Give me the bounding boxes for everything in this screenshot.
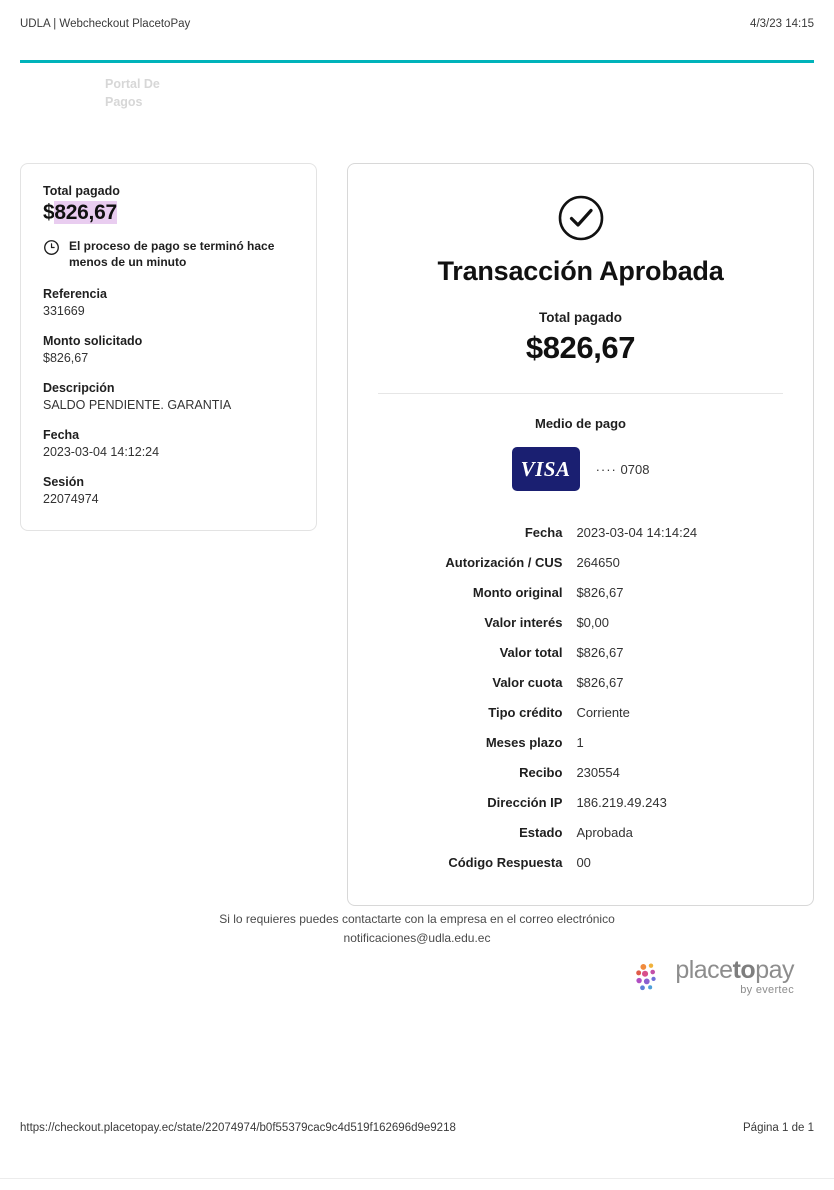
summary-field-label: Referencia — [43, 287, 107, 302]
table-row — [378, 667, 783, 697]
detail-label: Valor total — [499, 644, 563, 660]
print-footer-url: https://checkout.placetopay.ec/state/22074974/b0f55379cac9c4d519f162696d9e9218 — [20, 1122, 456, 1134]
table-row — [378, 757, 783, 787]
summary-field-label: Descripción — [43, 381, 115, 396]
detail-value: 230554 — [576, 764, 620, 780]
summary-field-value: 331669 — [43, 304, 85, 319]
summary-field-sesion — [43, 475, 294, 506]
detail-value: $826,67 — [576, 644, 624, 660]
table-row — [378, 817, 783, 847]
print-footer-page: Página 1 de 1 — [743, 1122, 814, 1134]
detail-label: Monto original — [472, 584, 563, 600]
table-row — [378, 577, 783, 607]
payment-method-row — [378, 447, 783, 491]
detail-label: Código Respuesta — [448, 854, 563, 870]
summary-field-value: 2023-03-04 14:12:24 — [43, 445, 160, 460]
detail-value: 2023-03-04 14:14:24 — [576, 524, 698, 540]
brand-name-part2: to — [732, 956, 756, 984]
receipt-total-amount: $826,67 — [525, 330, 636, 365]
summary-total-label: Total pagado — [43, 184, 120, 198]
transaction-details-table — [378, 517, 783, 877]
brand-name-part3: pay — [755, 956, 794, 984]
detail-value: $826,67 — [576, 674, 624, 690]
detail-label: Recibo — [519, 764, 563, 780]
table-row — [378, 517, 783, 547]
detail-value: Aprobada — [576, 824, 633, 840]
brand-name-part1: place — [675, 956, 733, 984]
detail-value: 264650 — [576, 554, 620, 570]
contact-note — [20, 910, 814, 947]
table-row — [378, 697, 783, 727]
approved-check-wrap — [378, 194, 783, 247]
visa-logo-icon: VISA — [512, 447, 580, 491]
brand-subtitle: by evertec — [740, 984, 794, 996]
summary-field-value: $826,67 — [43, 351, 89, 366]
transaction-status-title: Transacción Aprobada — [437, 256, 724, 286]
detail-label: Valor cuota — [492, 674, 563, 690]
detail-value: Corriente — [576, 704, 630, 720]
placetopay-dots-icon — [634, 961, 668, 995]
summary-field-fecha — [43, 428, 294, 459]
page-bottom-edge — [0, 1178, 834, 1190]
payment-method-label: Medio de pago — [535, 416, 626, 431]
portal-logo-line1: Portal De — [105, 77, 160, 91]
card-mask-dots: ···· — [595, 461, 617, 477]
receipt-divider — [378, 393, 783, 394]
print-header-timestamp: 4/3/23 14:15 — [750, 18, 814, 30]
detail-value: $0,00 — [576, 614, 609, 630]
detail-label: Valor interés — [484, 614, 563, 630]
summary-total-amount-highlight: 826,67 — [54, 201, 117, 224]
detail-label: Meses plazo — [485, 734, 563, 750]
portal-de-pagos-logo — [105, 75, 195, 111]
header-divider — [20, 60, 814, 63]
table-row — [378, 787, 783, 817]
summary-field-value: SALDO PENDIENTE. GARANTIA — [43, 398, 232, 413]
contact-note-line2: notificaciones@udla.edu.ec — [343, 930, 491, 945]
check-circle-icon — [557, 194, 605, 242]
detail-value: $826,67 — [576, 584, 624, 600]
detail-label: Dirección IP — [487, 794, 563, 810]
receipt-total-label: Total pagado — [539, 310, 622, 325]
detail-value: 1 — [576, 734, 584, 750]
main-content — [20, 163, 814, 906]
summary-field-label: Fecha — [43, 428, 80, 443]
detail-value: 00 — [576, 854, 591, 870]
summary-field-label: Monto solicitado — [43, 334, 143, 349]
table-row — [378, 847, 783, 877]
summary-total-amount: $826,67 — [43, 201, 117, 224]
summary-field-descripcion — [43, 381, 294, 412]
table-row — [378, 637, 783, 667]
detail-label: Tipo crédito — [488, 704, 563, 720]
summary-field-referencia — [43, 287, 294, 318]
table-row — [378, 547, 783, 577]
detail-label: Estado — [519, 824, 563, 840]
process-status-note — [43, 238, 294, 270]
table-row — [378, 727, 783, 757]
table-row — [378, 607, 783, 637]
detail-label: Fecha — [524, 524, 563, 540]
clock-icon — [43, 239, 60, 261]
summary-field-value: 22074974 — [43, 492, 99, 507]
placetopay-wordmark — [675, 958, 794, 996]
print-footer — [20, 1122, 814, 1134]
brand-name — [675, 958, 794, 983]
print-header-title: UDLA | Webcheckout PlacetoPay — [20, 18, 191, 30]
print-header — [20, 18, 814, 30]
transaction-receipt-card — [347, 163, 814, 906]
payment-summary-card — [20, 163, 317, 531]
contact-note-line1: Si lo requieres puedes contactarte con la empresa en el correo electrónico — [219, 912, 615, 926]
detail-label: Autorización / CUS — [445, 554, 563, 570]
portal-logo-line2: Pagos — [105, 95, 143, 110]
summary-field-label: Sesión — [43, 475, 84, 490]
placetopay-brand — [634, 958, 794, 996]
summary-field-monto-solicitado — [43, 334, 294, 365]
detail-value: 186.219.49.243 — [576, 794, 667, 810]
card-last4: 0708 — [620, 461, 650, 477]
card-mask — [596, 462, 650, 477]
process-status-text: El proceso de pago se terminó hace menos de un minuto — [69, 239, 275, 270]
